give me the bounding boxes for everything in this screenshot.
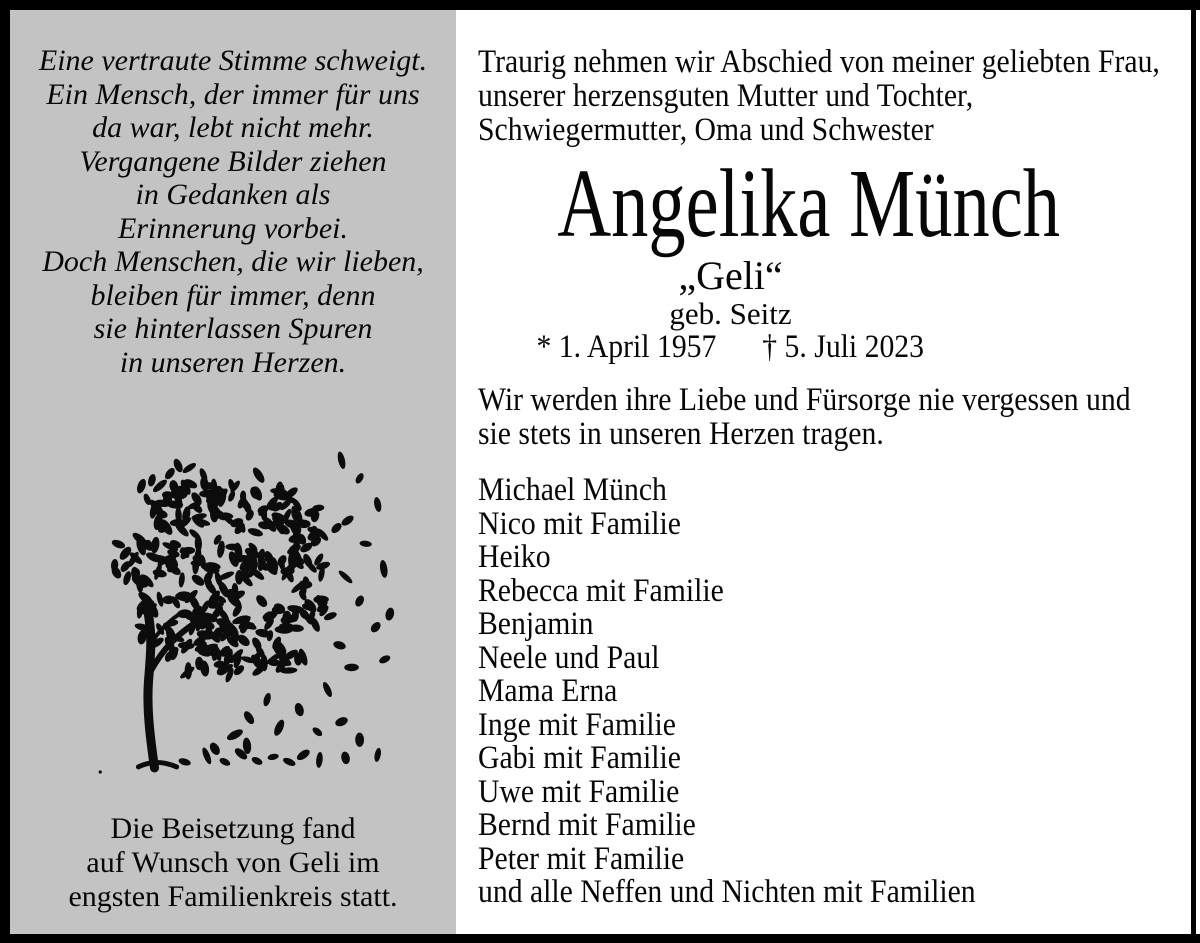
mourner-name: Benjamin — [478, 606, 594, 642]
mourner-name: Nico mit Familie — [478, 505, 681, 542]
mourner-name: Peter mit Familie — [478, 840, 685, 877]
farewell-line: Wir werden ihre Liebe und Fürsorge nie vergessen und — [478, 382, 1131, 418]
mourner-name: Michael Münch — [478, 472, 667, 508]
right-margin — [1196, 10, 1200, 934]
right-panel — [456, 10, 1191, 934]
burial-note — [10, 812, 456, 914]
poem-line: da war, lebt nicht mehr. — [92, 111, 374, 144]
mourner-name: Heiko — [478, 539, 551, 575]
intro-line: unserer herzensguten Mutter und Tochter, — [478, 78, 974, 114]
intro-line: Schwiegermutter, Oma und Schwester — [478, 112, 934, 148]
life-dates — [478, 330, 983, 364]
poem-line: bleiben für immer, denn — [90, 278, 376, 312]
farewell-text — [478, 383, 1200, 451]
maiden-name: geb. Seitz — [669, 296, 792, 331]
death-date: † 5. Juli 2023 — [762, 329, 925, 365]
deceased-name: Angelika Münch — [557, 150, 1060, 258]
burial-note-line: auf Wunsch von Geli im — [86, 846, 380, 879]
poem-line: in Gedanken als — [135, 178, 331, 211]
mourner-name: Inge mit Familie — [478, 706, 676, 743]
windblown-tree-icon — [88, 408, 400, 780]
tree-trunk — [138, 613, 194, 768]
poem-line: Ein Mensch, der immer für uns — [46, 77, 420, 111]
mourner-name: Gabi mit Familie — [478, 740, 681, 776]
intro-line: Traurig nehmen wir Abschied von meiner geliebten Frau, — [478, 44, 1160, 80]
burial-note-line: engsten Familienkreis statt. — [68, 880, 398, 913]
poem-line: sie hinterlassen Spuren — [93, 312, 373, 345]
memorial-poem — [10, 44, 456, 379]
mourners-list — [478, 474, 1031, 910]
poem-line: Vergangene Bilder ziehen — [79, 144, 387, 178]
mourner-name: Uwe mit Familie — [478, 773, 680, 810]
intro-text — [478, 45, 1200, 147]
left-panel — [10, 10, 456, 934]
mourner-name: Rebecca mit Familie — [478, 572, 724, 609]
poem-line: Doch Menschen, die wir lieben, — [42, 245, 424, 278]
poem-line: Eine vertraute Stimme schweigt. — [38, 44, 428, 77]
nickname: „Geli“ — [678, 253, 783, 298]
mourner-name: und alle Neffen und Nichten mit Familien — [478, 874, 976, 910]
poem-line: in unseren Herzen. — [119, 345, 347, 379]
mourner-name: Bernd mit Familie — [478, 807, 696, 843]
mourner-name: Neele und Paul — [478, 639, 660, 676]
mourner-name: Mama Erna — [478, 673, 618, 709]
farewell-line: sie stets in unseren Herzen tragen. — [478, 416, 884, 452]
birth-date: * 1. April 1957 — [536, 329, 717, 365]
burial-note-line: Die Beisetzung fand — [110, 812, 356, 845]
poem-line: Erinnerung vorbei. — [118, 211, 348, 245]
